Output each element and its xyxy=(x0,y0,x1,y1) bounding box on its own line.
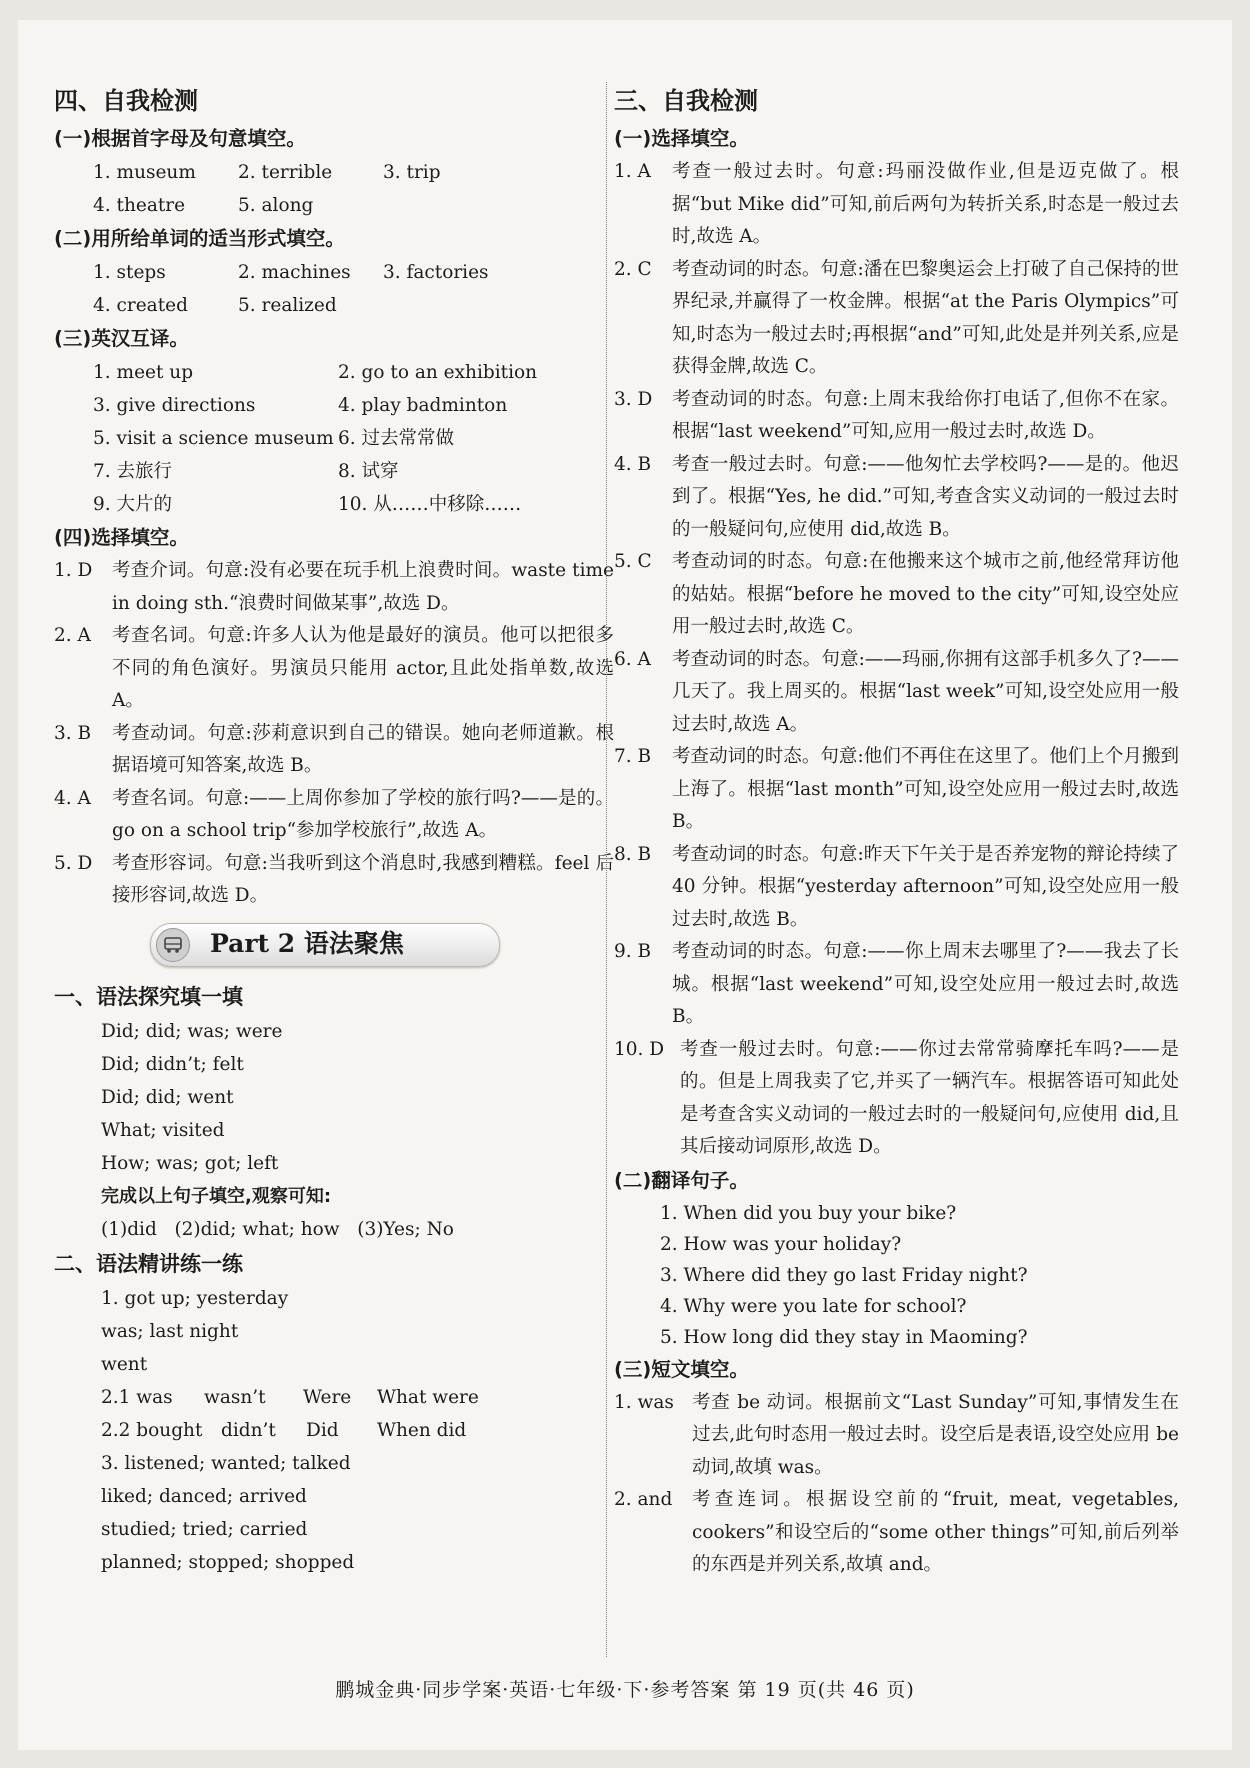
explanation-item xyxy=(614,156,1179,254)
answer: 2. machines xyxy=(238,262,351,283)
answer: When did xyxy=(377,1419,467,1441)
item-answer: 3. B xyxy=(54,722,92,744)
item-answer: 5. D xyxy=(54,852,93,874)
explanation-item xyxy=(614,741,1179,839)
item-answer: 5. C xyxy=(614,551,652,572)
item-answer: 6. A xyxy=(614,648,651,670)
item-text: 考查动词的时态。句意:上周末我给你打电话了,但你不在家。根据“last weekend”可知,应用一般过去时,故选 D。 xyxy=(672,388,1179,442)
answer: 5. visit a science museum xyxy=(93,428,334,449)
answer-row xyxy=(54,256,614,289)
item-answer: 1. D xyxy=(54,560,93,581)
answer: 5. realized xyxy=(238,295,337,316)
answer: Were xyxy=(303,1386,352,1408)
grammar2-heading: 二、语法精讲练一练 xyxy=(54,1251,243,1276)
answer-line: How; was; got; left xyxy=(101,1152,279,1174)
item-answer: 2. C xyxy=(614,258,652,280)
right-column xyxy=(614,80,1179,1582)
item-text: 考查动词的时态。句意:他们不再住在这里了。他们上个月搬到上海了。根据“last month”可知,设空处应用一般过去时,故选 B。 xyxy=(672,746,1179,832)
part4-heading: (四)选择填空。 xyxy=(54,526,189,549)
right-part2-heading: (二)翻译句子。 xyxy=(614,1168,749,1192)
answer-line: 1. got up; yesterday xyxy=(101,1287,289,1309)
explanation-item xyxy=(614,936,1179,1034)
item-text: 考查一般过去时。句意:——他匆忙去学校吗?——是的。他迟到了。根据“Yes, he did.”可知,考查含实义动词的一般过去时的一般疑问句,应使用 did,故选 B。 xyxy=(672,453,1179,540)
translation-line: 5. How long did they stay in Maoming? xyxy=(660,1326,1028,1348)
answer-line: 3. listened; wanted; talked xyxy=(101,1452,351,1474)
answer: 8. 试穿 xyxy=(338,461,399,482)
answer-line: Did; did; went xyxy=(101,1086,234,1108)
answer-line: (1)did (2)did; what; how (3)Yes; No xyxy=(101,1218,454,1240)
answer: 7. 去旅行 xyxy=(93,461,173,482)
column-divider xyxy=(606,82,607,1657)
answer: 2. terrible xyxy=(238,162,333,183)
answer-line: What; visited xyxy=(101,1119,225,1141)
item-answer: 1. was xyxy=(614,1391,674,1413)
explanation-item xyxy=(54,620,614,718)
item-text: 考查动词的时态。句意:——玛丽,你拥有这部手机多久了?——几天了。我上周买的。根据“last week”可知,设空处应用一般过去时,故选 A。 xyxy=(672,648,1179,735)
answer: 5. along xyxy=(238,195,314,216)
left-column xyxy=(54,80,614,1579)
answer: didn’t xyxy=(221,1419,276,1441)
answer: 2.2 bought xyxy=(101,1419,203,1441)
explanation-item xyxy=(614,449,1179,547)
explanation-item xyxy=(614,1484,1179,1582)
explanation-item xyxy=(614,1034,1179,1164)
item-text: 考查连词。根据设空前的“fruit, meat, vegetables, cookers”和设空后的“some other things”可知,前后列举的东西是并列关系,故填 and。 xyxy=(692,1489,1179,1575)
item-answer: 7. B xyxy=(614,746,652,767)
right-part3-heading: (三)短文填空。 xyxy=(614,1357,749,1381)
answer-page xyxy=(18,20,1232,1750)
item-answer: 3. D xyxy=(614,388,653,410)
item-answer: 4. A xyxy=(54,787,91,809)
answer-row xyxy=(54,289,614,322)
explanation-item xyxy=(614,644,1179,742)
grammar-note: 完成以上句子填空,观察可知: xyxy=(101,1185,332,1207)
item-text: 考查动词的时态。句意:——你上周末去哪里了?——我去了长城。根据“last weekend”可知,设空处应用一般过去时,故选 B。 xyxy=(672,941,1179,1027)
item-text: 考查介词。句意:没有必要在玩手机上浪费时间。waste time in doing sth.“浪费时间做某事”,故选 D。 xyxy=(112,560,614,614)
item-text: 考查动词。句意:莎莉意识到自己的错误。她向老师道歉。根据语境可知答案,故选 B。 xyxy=(112,722,614,776)
answer: 6. 过去常常做 xyxy=(338,428,455,449)
answer-line: liked; danced; arrived xyxy=(101,1485,307,1507)
item-answer: 2. and xyxy=(614,1489,673,1510)
item-text: 考查动词的时态。句意:在他搬来这个城市之前,他经常拜访他的姑姑。根据“before he moved to the city”可知,设空处应用一般过去时,故选 C。 xyxy=(672,551,1179,637)
explanation-item xyxy=(54,848,614,913)
answer-row xyxy=(54,189,614,222)
answer: 1. steps xyxy=(93,262,166,283)
translation-line: 2. How was your holiday? xyxy=(660,1233,902,1255)
answer-row xyxy=(54,389,614,422)
banner-title: Part 2 语法聚焦 xyxy=(210,928,404,958)
part1-heading: (一)根据首字母及句意填空。 xyxy=(54,127,306,150)
answer: 4. created xyxy=(93,295,188,316)
answer-row xyxy=(54,455,614,488)
part2-banner xyxy=(150,917,498,973)
answer-line: planned; stopped; shopped xyxy=(101,1551,355,1573)
answer: 2. go to an exhibition xyxy=(338,362,538,383)
answer: 1. museum xyxy=(93,162,196,183)
answer-row xyxy=(54,488,614,521)
item-text: 考查一般过去时。句意:——你过去常常骑摩托车吗?——是的。但是上周我卖了它,并买了一辆汽车。根据答语可知此处是考查含实义动词的一般过去时的一般疑问句,应使用 did,且其后接动词原形,故选 D。 xyxy=(680,1038,1179,1157)
answer: 2.1 was xyxy=(101,1386,173,1408)
explanation-item xyxy=(614,384,1179,449)
answer-row xyxy=(54,156,614,189)
answer: 9. 大片的 xyxy=(93,494,173,515)
answer: Did xyxy=(306,1419,339,1441)
item-text: 考查 be 动词。根据前文“Last Sunday”可知,事情发生在过去,此句时态用一般过去时。设空后是表语,设空处应用 be 动词,故填 was。 xyxy=(692,1391,1179,1478)
answer: wasn’t xyxy=(204,1386,266,1408)
explanation-item xyxy=(54,783,614,848)
answer-line: went xyxy=(101,1353,148,1375)
explanation-item xyxy=(614,254,1179,384)
right-part1-heading: (一)选择填空。 xyxy=(614,127,749,150)
item-text: 考查名词。句意:——上周你参加了学校的旅行吗?——是的。go on a school trip“参加学校旅行”,故选 A。 xyxy=(112,787,614,841)
translation-line: 4. Why were you late for school? xyxy=(660,1295,967,1317)
answer: What were xyxy=(377,1386,479,1408)
section-title-left: 四、自我检测 xyxy=(54,87,198,115)
part3-heading: (三)英汉互译。 xyxy=(54,327,189,350)
item-answer: 2. A xyxy=(54,625,91,646)
item-text: 考查动词的时态。句意:昨天下午关于是否养宠物的辩论持续了 40 分钟。根据“yesterday afternoon”可知,设空处应用一般过去时,故选 B。 xyxy=(672,843,1179,930)
explanation-item xyxy=(614,839,1179,937)
answer-row xyxy=(54,422,614,455)
answer: 1. meet up xyxy=(93,362,194,383)
item-answer: 10. D xyxy=(614,1038,665,1060)
explanation-item xyxy=(614,546,1179,644)
explanation-item xyxy=(614,1387,1179,1485)
item-text: 考查动词的时态。句意:潘在巴黎奥运会上打破了自己保持的世界纪录,并赢得了一枚金牌。根据“at the Paris Olympics”可知,时态为一般过去时;再根据“and”可知,此处是并列关系,应是获得金牌,故选 C。 xyxy=(672,258,1179,377)
item-text: 考查一般过去时。句意:玛丽没做作业,但是迈克做了。根据“but Mike did”可知,前后两句为转折关系,时态是一般过去时,故选 A。 xyxy=(672,161,1179,247)
answer: 4. theatre xyxy=(93,195,186,216)
explanation-item xyxy=(54,555,614,620)
answer-line: Did; didn’t; felt xyxy=(101,1053,244,1075)
item-answer: 8. B xyxy=(614,843,652,865)
item-answer: 9. B xyxy=(614,941,652,962)
section-title-right: 三、自我检测 xyxy=(614,87,758,115)
item-text: 考查形容词。句意:当我听到这个消息时,我感到糟糕。feel 后接形容词,故选 D。 xyxy=(112,852,614,906)
explanation-item xyxy=(54,718,614,783)
answer-line: studied; tried; carried xyxy=(101,1518,308,1540)
answer-row xyxy=(54,356,614,389)
bus-icon xyxy=(156,928,190,962)
answer: 3. trip xyxy=(383,162,441,183)
answer: 10. 从……中移除…… xyxy=(338,494,522,515)
item-answer: 4. B xyxy=(614,453,652,475)
part2-heading: (二)用所给单词的适当形式填空。 xyxy=(54,227,345,250)
answer: 3. give directions xyxy=(93,395,256,416)
answer-row xyxy=(54,1414,614,1447)
item-answer: 1. A xyxy=(614,161,651,182)
item-text: 考查名词。句意:许多人认为他是最好的演员。他可以把很多不同的角色演好。男演员只能用 actor,且此处指单数,故选 A。 xyxy=(112,625,614,711)
answer-line: was; last night xyxy=(101,1320,239,1342)
grammar1-heading: 一、语法探究填一填 xyxy=(54,984,243,1009)
answer-row xyxy=(54,1381,614,1414)
translation-line: 3. Where did they go last Friday night? xyxy=(660,1264,1028,1286)
answer-line: Did; did; was; were xyxy=(101,1020,283,1042)
answer: 3. factories xyxy=(383,262,489,283)
page-footer: 鹏城金典·同步学案·英语·七年级·下·参考答案 第 19 页(共 46 页) xyxy=(335,1679,915,1701)
answer: 4. play badminton xyxy=(338,395,508,416)
translation-line: 1. When did you buy your bike? xyxy=(660,1202,957,1224)
